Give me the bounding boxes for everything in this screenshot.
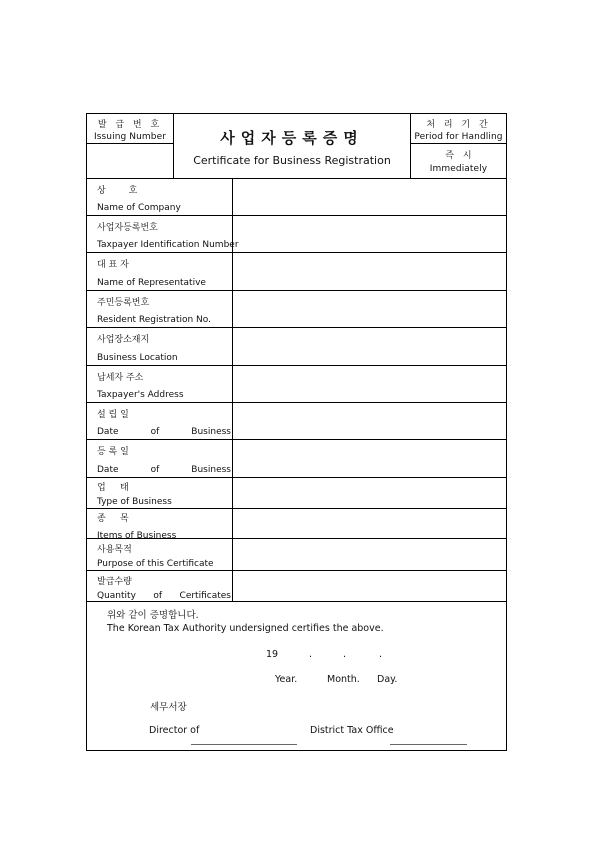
row-label: [87, 403, 233, 439]
label-word: of: [150, 465, 160, 475]
quantity-field[interactable]: [233, 571, 506, 601]
certify-text-ko: 위와 같이 증명합니다.: [107, 610, 199, 621]
row-type-of-business: [87, 478, 506, 509]
immediately-en: Immediately: [429, 164, 488, 174]
period-en: Period for Handling: [414, 132, 503, 142]
label-word: Business: [191, 465, 231, 475]
row-resident-registration: [87, 291, 506, 328]
row-label-en: Taxpayer's Address: [97, 390, 184, 400]
row-label-ko: 종 목: [97, 514, 129, 524]
taxpayer-address-field[interactable]: [233, 366, 506, 402]
immediately-ko: 즉 시: [445, 151, 472, 161]
row-label: [87, 179, 233, 215]
district-name-line[interactable]: [191, 744, 297, 745]
row-date-of-registration: [87, 440, 506, 478]
row-label-en: Taxpayer Identification Number: [97, 240, 239, 250]
row-label-en: Resident Registration No.: [97, 315, 211, 325]
row-label: [87, 216, 239, 252]
issuing-number-ko: 발 급 번 호: [97, 120, 163, 130]
row-purpose: [87, 539, 506, 571]
row-label: [87, 440, 233, 477]
row-label-en: Purpose of this Certificate: [97, 559, 214, 569]
row-label-ko: 사업자등록번호: [97, 223, 158, 233]
row-label: [87, 539, 233, 570]
date-dot-month: .: [343, 649, 347, 660]
label-word: Date: [97, 465, 119, 475]
row-label-ko: 상 호: [97, 186, 138, 196]
items-of-business-field[interactable]: [233, 509, 506, 538]
day-label: Day.: [377, 674, 398, 685]
representative-field[interactable]: [233, 253, 506, 290]
date-dot-year: .: [309, 649, 313, 660]
row-company-name: [87, 179, 506, 216]
row-label-ko: 납세자 주소: [97, 373, 144, 383]
year-prefix: 19: [266, 649, 279, 660]
row-label-ko: 대 표 자: [97, 260, 129, 270]
row-label-ko: 주민등록번호: [97, 298, 150, 308]
row-taxpayer-address: [87, 366, 506, 403]
year-label: Year.: [275, 674, 298, 685]
type-of-business-field[interactable]: [233, 478, 506, 508]
row-label-ko: 사업장소재지: [97, 335, 150, 345]
label-word: Date: [97, 427, 119, 437]
page-title: 사업자등록증명: [220, 129, 364, 147]
row-label-en: Name of Representative: [97, 278, 206, 288]
date-dot-day: .: [379, 649, 383, 660]
issuing-number-value-cell[interactable]: [87, 144, 174, 178]
label-word: of: [150, 427, 160, 437]
row-business-location: [87, 328, 506, 366]
tax-office-chief-ko: 세무서장: [150, 702, 187, 713]
row-date-of-establishment: [87, 403, 506, 440]
row-representative: [87, 253, 506, 291]
row-label-en: Type of Business: [97, 497, 172, 507]
row-label: [87, 478, 233, 508]
establishment-date-field[interactable]: [233, 403, 506, 439]
label-word: Business: [191, 427, 231, 437]
row-items-of-business: [87, 509, 506, 539]
signature-line[interactable]: [390, 744, 467, 745]
row-label: [87, 291, 233, 327]
row-label-en: [97, 591, 231, 601]
director-label: Director of: [149, 725, 200, 736]
label-word: of: [153, 591, 163, 601]
row-label-en: Business Location: [97, 353, 178, 363]
issuing-number-en: Issuing Number: [93, 132, 167, 142]
row-label-en: [97, 427, 231, 437]
certify-text-en: The Korean Tax Authority undersigned certifies the above.: [107, 623, 384, 634]
certification-block: [87, 602, 506, 752]
row-label-ko: 설 립 일: [97, 410, 129, 420]
registration-date-field[interactable]: [233, 440, 506, 477]
row-label-en: [97, 465, 231, 475]
purpose-field[interactable]: [233, 539, 506, 570]
row-label-ko: 사용목적: [97, 545, 132, 555]
row-label-ko: 업 태: [97, 483, 129, 493]
resident-registration-field[interactable]: [233, 291, 506, 327]
label-word: Quantity: [97, 591, 136, 601]
row-label-ko: 발급수량: [97, 577, 132, 587]
period-value-cell: [410, 144, 506, 178]
row-label: [87, 328, 233, 365]
title-cell: [174, 114, 410, 178]
taxpayer-id-field[interactable]: [233, 216, 506, 252]
row-label-en: Name of Company: [97, 203, 181, 213]
month-label: Month.: [327, 674, 360, 685]
company-name-field[interactable]: [233, 179, 506, 215]
row-quantity: [87, 571, 506, 602]
row-label: [87, 571, 233, 601]
row-label-en: Items of Business: [97, 531, 177, 539]
form-header: [87, 114, 506, 179]
label-word: Certificates: [179, 591, 231, 601]
page-subtitle: Certificate for Business Registration: [193, 154, 391, 167]
period-label-cell: [410, 114, 506, 144]
row-label-ko: 등 록 일: [97, 447, 129, 457]
business-location-field[interactable]: [233, 328, 506, 365]
row-label: [87, 509, 233, 538]
row-taxpayer-id: [87, 216, 506, 253]
row-label: [87, 366, 233, 402]
business-registration-certificate-form: [86, 113, 507, 751]
row-label: [87, 253, 233, 290]
issuing-number-label-cell: [87, 114, 174, 144]
district-tax-office-label: District Tax Office: [310, 725, 394, 736]
period-ko: 처 리 기 간: [426, 120, 491, 130]
